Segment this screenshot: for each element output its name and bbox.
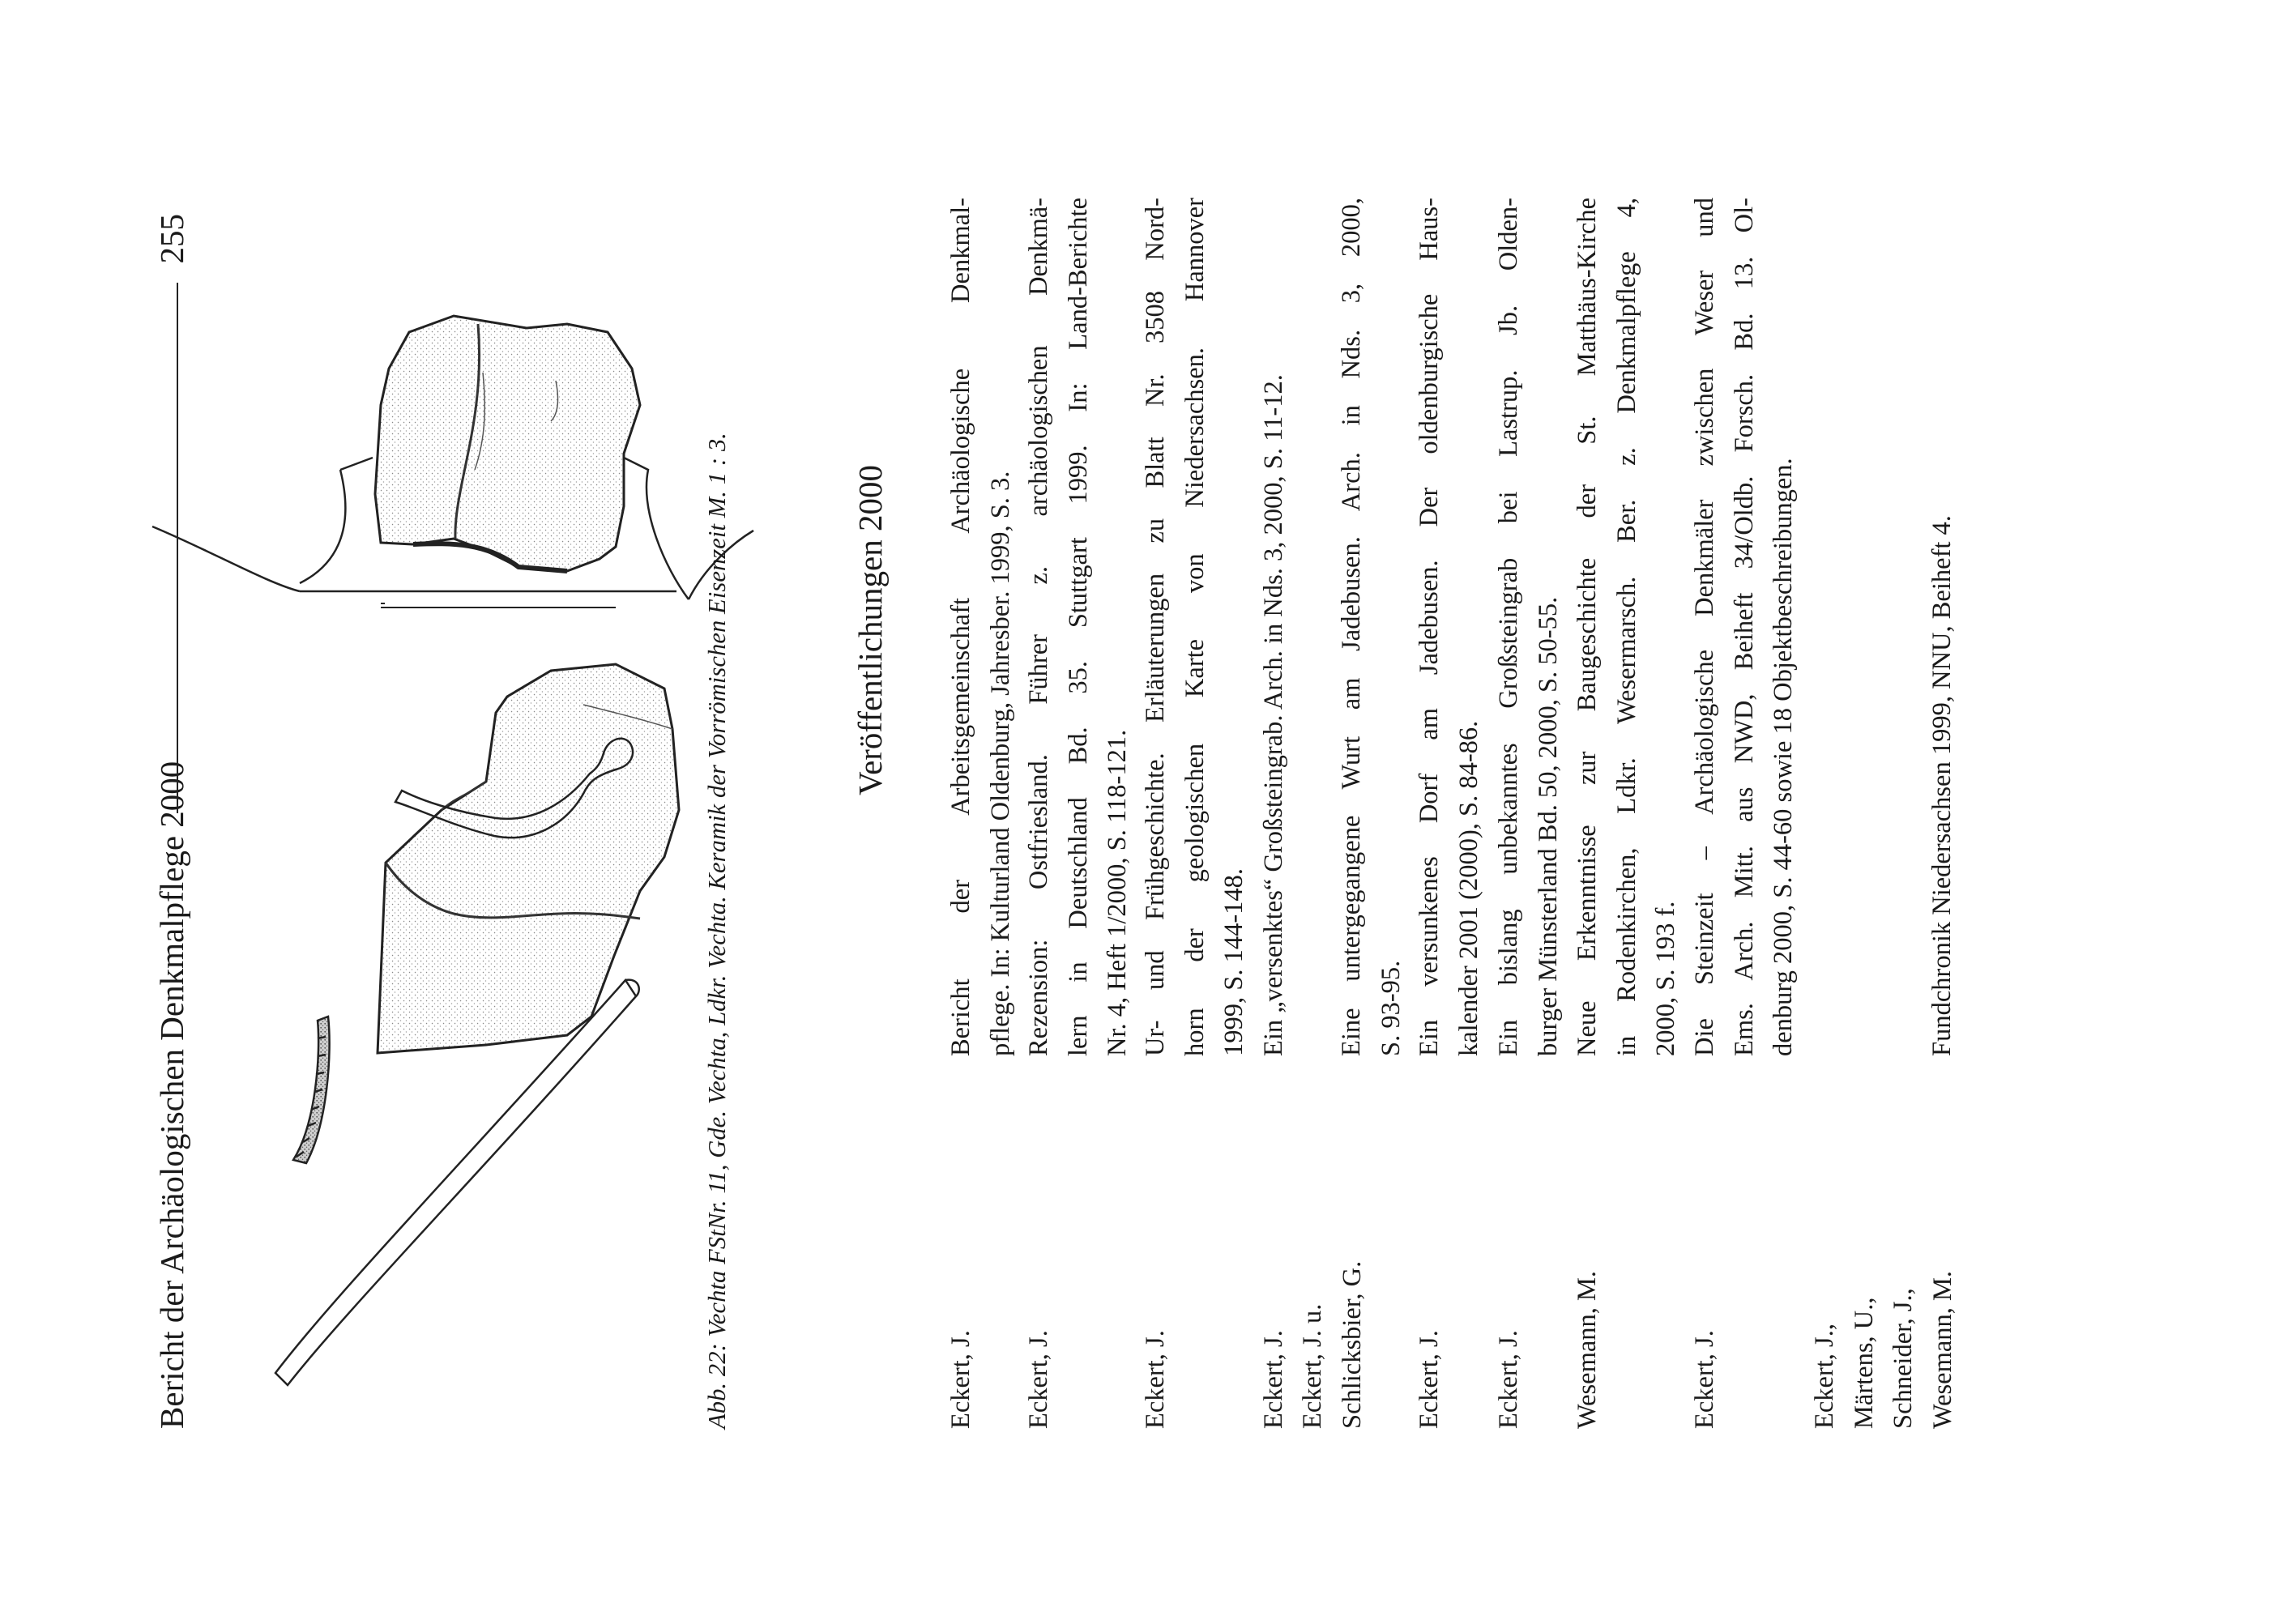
reference-line: denburg 2000, S. 44-60 sowie 18 Objektbeschreibungen.	[1769, 458, 1798, 1056]
page-number: 255	[153, 214, 190, 264]
reference-line: kalender 2001 (2000), S. 84-86.	[1453, 720, 1483, 1056]
reference-line: Nr. 4, Heft 1/2000, S. 118-121.	[1103, 729, 1132, 1056]
reference-line: in Rodenkirchen, Ldkr. Wesermarsch. Ber. z. Denkmalpflege 4,	[1611, 198, 1641, 1056]
author-name: Eckert, J.	[1259, 1330, 1288, 1429]
reference-text	[1410, 198, 1488, 1056]
author-name: Eckert, J.	[1690, 1330, 1719, 1429]
reference-text	[941, 198, 1020, 1056]
reference-text	[1489, 198, 1568, 1056]
author-name: Märtens, U.,	[1849, 1297, 1879, 1429]
author-name: Eckert, J.,	[1810, 1324, 1839, 1429]
reference-authors	[1410, 1162, 1449, 1429]
reference-line: lern in Deutschland Bd. 35. Stuttgart 1999. In: Land-Berichte	[1063, 198, 1093, 1056]
author-name: Eckert, J.	[1024, 1330, 1053, 1429]
large-sherd-left	[378, 664, 679, 1053]
author-name: Eckert, J.	[1141, 1330, 1170, 1429]
reference-text	[1019, 198, 1137, 1056]
author-name: Eckert, J.	[946, 1330, 975, 1429]
running-head-title: Bericht der Archäologischen Denkmalpflege 2000	[153, 761, 190, 1429]
reference-line: Ein bislang unbekanntes Großsteingrab bei Lastrup. Jb. Olden-	[1494, 198, 1523, 1056]
reference-line: Ems. Arch. Mitt. aus NWD, Beiheft 34/Oldb. Forsch. Bd. 13. Ol-	[1729, 198, 1759, 1056]
large-sherd-right	[375, 316, 640, 571]
reference-authors	[1293, 1162, 1372, 1429]
reference-authors	[1568, 1162, 1607, 1429]
reference-authors	[1805, 1162, 1962, 1429]
reference-line: Ein versunkenes Dorf am Jadebusen. Der oldenburgische Haus-	[1415, 198, 1444, 1056]
reference-line: burger Münsterland Bd. 50, 2000, S. 50-55.	[1533, 596, 1563, 1056]
author-name: Wesemann, M.	[1573, 1270, 1602, 1429]
reference-line: Die Steinzeit – Archäologische Denkmäler zwischen Weser und	[1690, 198, 1719, 1056]
reference-line: Bericht der Arbeitsgemeinschaft Archäologische Denkmal-	[946, 198, 975, 1056]
reference-text	[1332, 198, 1410, 1056]
reference-line: horn der geologischen Karte von Niedersachsen. Hannover	[1180, 198, 1210, 1056]
section-title: Veröffentlichungen 2000	[851, 465, 889, 795]
reference-line: Rezension: Ostfriesland. Führer z. archäologischen Denkmä-	[1024, 198, 1053, 1056]
reference-authors	[1254, 1162, 1294, 1429]
author-name: Wesemann, M.	[1927, 1270, 1957, 1429]
author-name: Eckert, J. u.	[1298, 1303, 1327, 1429]
reference-line: Eine untergegangene Wurt am Jadebusen. Arch. in Nds. 3, 2000,	[1337, 198, 1366, 1056]
reference-line: pflege. In: Kulturland Oldenburg, Jahresber. 1999, S. 3.	[985, 471, 1015, 1056]
reference-line: S. 93-95.	[1376, 960, 1406, 1056]
reference-line: Ein „versenktes“ Großsteingrab. Arch. in Nds. 3, 2000, S. 11-12.	[1259, 374, 1288, 1056]
reference-text	[1685, 198, 1803, 1056]
reference-line: Fundchronik Niedersachsen 1999, NNU, Beiheft 4.	[1927, 515, 1957, 1056]
author-name: Eckert, J.	[1415, 1330, 1444, 1429]
figure-caption: Abb. 22: Vechta FStNr. 11, Gde. Vechta, Ldkr. Vechta. Keramik der Vorrömischen Eisenzeit M. 1 : 3.	[703, 433, 731, 1429]
author-name: Schneider, J.,	[1888, 1288, 1918, 1429]
reference-line: Ur- und Frühgeschichte. Erläuterungen zu Blatt Nr. 3508 Nord-	[1141, 198, 1170, 1056]
reference-text	[1136, 198, 1254, 1056]
reference-line: 2000, S. 193 f.	[1651, 901, 1680, 1056]
reference-authors	[1685, 1162, 1725, 1429]
author-name: Schlicksbier, G.	[1337, 1260, 1367, 1429]
reference-line: 1999, S. 144-148.	[1219, 868, 1248, 1056]
decorated-edge-strip	[293, 1017, 330, 1163]
reference-authors	[941, 1162, 981, 1429]
author-name: Eckert, J.	[1494, 1330, 1523, 1429]
reference-authors	[1489, 1162, 1529, 1429]
reference-text	[1568, 198, 1686, 1056]
reference-text	[1923, 198, 1962, 1056]
reference-line: Neue Erkenntnisse zur Baugeschichte der St. Matthäus-Kirche	[1573, 198, 1602, 1056]
reference-authors	[1136, 1162, 1176, 1429]
reference-authors	[1019, 1162, 1059, 1429]
reference-text	[1254, 198, 1294, 1056]
